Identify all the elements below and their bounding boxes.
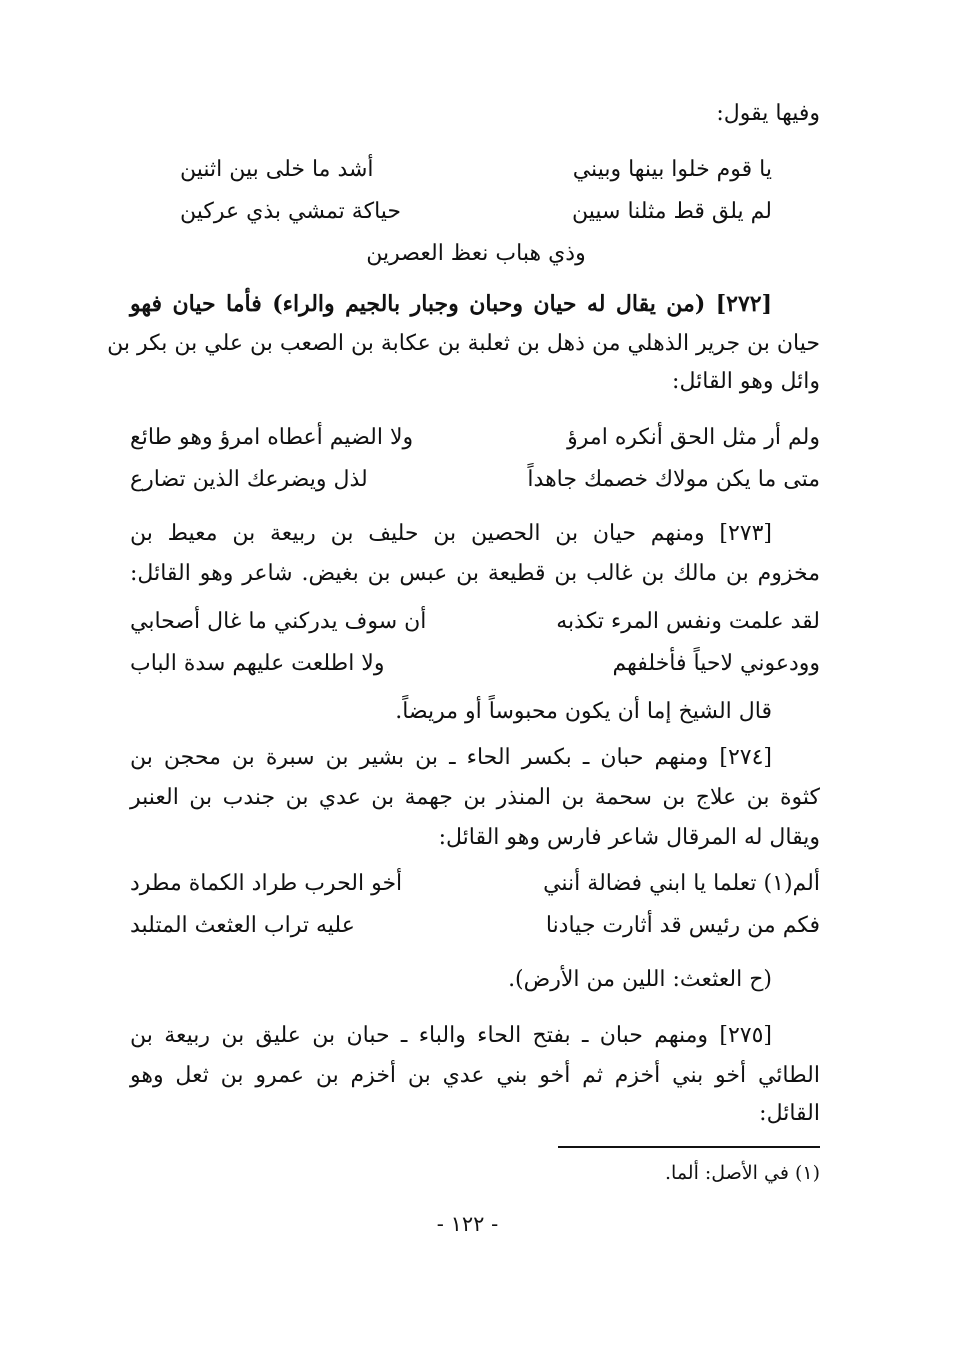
hemistich: فكم من رئيس قد أثارت جيادنا (545, 913, 820, 938)
entry-274-line-2: كثوة بن علاج بن سحمة بن المنذر بن جهمة بن عدي بن جندب بن العنبر (130, 785, 820, 810)
hemistich: ولم أر مثل الحق أنكره امرؤ (567, 425, 820, 450)
entry-273-line-2: مخزوم بن مالك بن غالب بن قطيعة بن عبس بن بغيض. شاعر وهو القائل: (130, 561, 820, 586)
hemistich: يا قوم خلوا بينها وبيني (572, 157, 772, 182)
hemistich: لقد علمت ونفس المرء تكذبه (556, 609, 820, 634)
poem2-verse-1 (130, 420, 820, 456)
poem4-verse-1 (130, 866, 820, 902)
hemistich: ولا اطلعت عليهم سدة الباب (130, 651, 385, 676)
footnote: (١) في الأصل: ألما. (664, 1162, 820, 1184)
gloss-note: (ح العثعث: اللين من الأرض). (508, 967, 772, 992)
hemistich: وودعوني لاحياً فأخلفهم (612, 651, 820, 676)
hemistich: أخو الحرب طراد الكماة مطرد (130, 871, 403, 896)
entry-272-line-1: [٢٧٢] (من يقال له حيان وحبان وجبار بالجيم والراء) فأما حيان فهو (130, 291, 772, 317)
poem3-verse-1 (130, 604, 820, 640)
entry-275-line-3: القائل: (759, 1101, 820, 1126)
entry-272-line-3: وائل وهو القائل: (672, 369, 820, 394)
sheikh-note: قال الشيخ إما أن يكون محبوساً أو مريضاً. (395, 699, 772, 724)
page-number: - ١٢٢ - (436, 1212, 499, 1236)
poem1-verse-2 (180, 194, 772, 230)
hemistich: لم يلق قط مثلنا سيين (572, 199, 772, 224)
entry-274-line-3: ويقال له المرقال شاعر فارس وهو القائل: (438, 825, 820, 850)
hemistich: حياكة تمشي بذي عركين (180, 199, 402, 224)
hemistich: أشد ما خلى بين اثنين (180, 157, 374, 182)
poem1-verse-1 (180, 152, 772, 188)
hemistich: عليه تراب العثعث المتلبد (130, 913, 355, 938)
poem2-verse-2 (130, 462, 820, 498)
poem4-verse-2 (130, 908, 820, 944)
poem1-verse-3 (180, 236, 772, 272)
hemistich: متى ما يكن مولاك خصمك جاهداً (527, 467, 820, 492)
hemistich: ولا الضيم أعطاه امرؤ وهو طائع (130, 425, 414, 450)
entry-275-line-1: [٢٧٥] ومنهم حبان ـ بفتح الحاء والباء ـ حبان بن عليق بن ربيعة بن (130, 1023, 772, 1048)
entry-272-line-2: حيان بن جرير الذهلي من ذهل بن ثعلبة بن عكابة بن الصعب بن علي بن بكر بن (107, 331, 820, 356)
entry-274-line-1: [٢٧٤] ومنهم حبان ـ بكسر الحاء ـ بن بشير بن سبرة بن محجن بن (130, 745, 772, 770)
hemistich: وذي هباب نعظ العصرين (366, 241, 586, 266)
footnote-divider (558, 1146, 820, 1148)
hemistich: لذل ويضرعك الذين تضارع (130, 467, 368, 492)
entry-275-line-2: الطائي أخو بني أخزم ثم أخو بني عدي بن أخزم بن عمرو بن ثعل وهو (130, 1063, 820, 1088)
hemistich: ألم(١) تعلما يا ابني فضالة أنني (543, 871, 820, 896)
intro-line: وفيها يقول: (716, 101, 820, 126)
poem3-verse-2 (130, 646, 820, 682)
hemistich: أن سوف يدركني ما غال أصحابي (130, 609, 427, 634)
entry-273-line-1: [٢٧٣] ومنهم حيان بن الحصين بن حليف بن ربيعة بن معيط بن (130, 521, 772, 546)
